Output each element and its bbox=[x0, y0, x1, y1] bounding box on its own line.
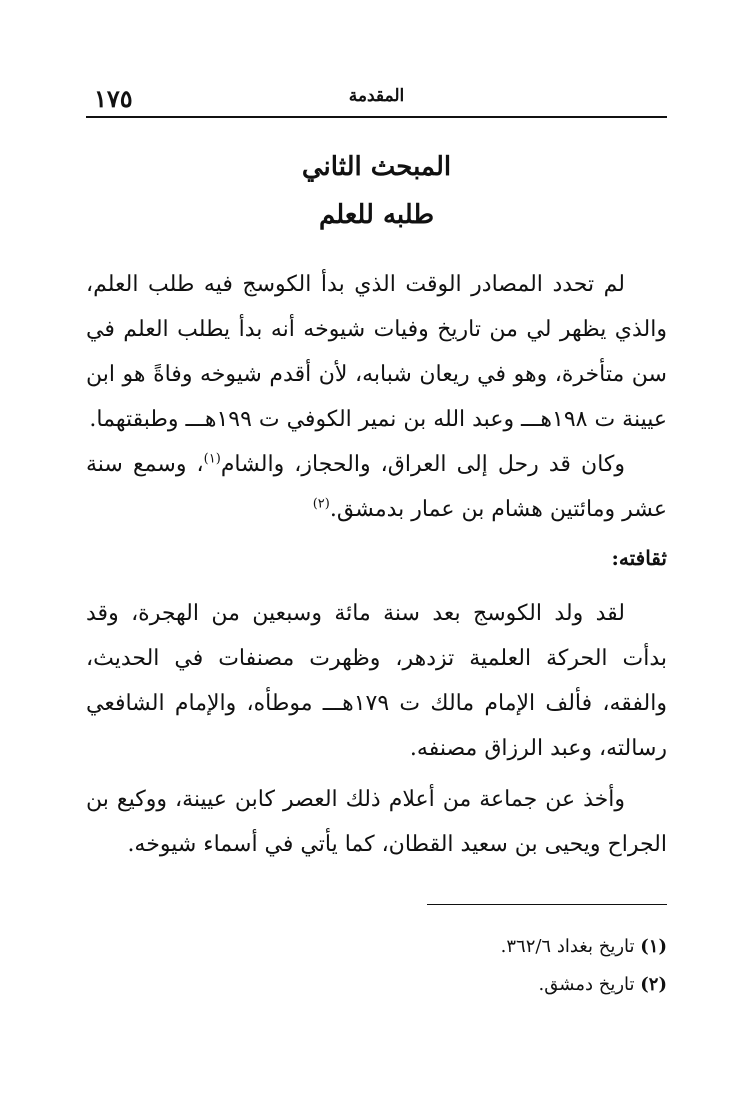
paragraph-3: لقد ولد الكوسج بعد سنة مائة وسبعين من الهجرة، وقد بدأت الحركة العلمية تزدهر، وظهرت مصنفات في الحديث، والفقه، فألف الإمام مالك ت ١٧٩هـــ موطأه، والإمام الشافعي رسالته، وعبد الرزاق مصنفه. bbox=[86, 601, 667, 761]
paragraph-2-text-b: ، وسمع سنة عشر ومائتين هشام بن عمار بدمشق. bbox=[86, 452, 667, 522]
footnote-2 bbox=[86, 966, 667, 1004]
footnote-1-number: (١) bbox=[640, 936, 667, 957]
paragraph-4: وأخذ عن جماعة من أعلام ذلك العصر كابن عيينة، ووكيع بن الجراح ويحيى بن سعيد القطان، كما يأتي في أسماء شيوخه. bbox=[86, 787, 667, 857]
footnote-1 bbox=[86, 928, 667, 966]
paragraph-2 bbox=[86, 442, 667, 532]
section-heading: المبحث الثاني bbox=[301, 152, 452, 182]
footnote-2-text: تاريخ دمشق. bbox=[538, 974, 635, 995]
page-number: ١٧٥ bbox=[94, 84, 133, 113]
paragraph-1: لم تحدد المصادر الوقت الذي بدأ الكوسج فيه طلب العلم، والذي يظهر لي من تاريخ وفيات شيوخه أنه بدأ يطلب العلم في سن متأخرة، وهو في ريعان شبابه، لأن أقدم شيوخه وفاةً هو ابن عيينة ت ١٩٨هـــ وعبد الله بن نمير الكوفي ت ١٩٩هـــ وطبقتهما. bbox=[86, 272, 667, 432]
footnote-rule bbox=[427, 904, 667, 905]
footnote-ref-1[interactable]: (١) bbox=[203, 451, 221, 467]
running-header-title: المقدمة bbox=[348, 86, 405, 106]
footnote-2-number: (٢) bbox=[640, 974, 667, 995]
footnote-1-text: تاريخ بغداد ٣٦٢/٦. bbox=[500, 936, 635, 957]
footnotes bbox=[86, 928, 667, 1004]
body-text bbox=[86, 262, 667, 867]
running-header bbox=[86, 82, 667, 112]
paragraph-2-text-a: وكان قد رحل إلى العراق، والحجاز، والشام bbox=[220, 452, 625, 477]
footnote-ref-2[interactable]: (٢) bbox=[312, 496, 330, 512]
culture-heading: ثقافته: bbox=[611, 546, 667, 570]
subsection-heading: طلبه للعلم bbox=[318, 200, 435, 230]
header-rule bbox=[86, 116, 667, 118]
